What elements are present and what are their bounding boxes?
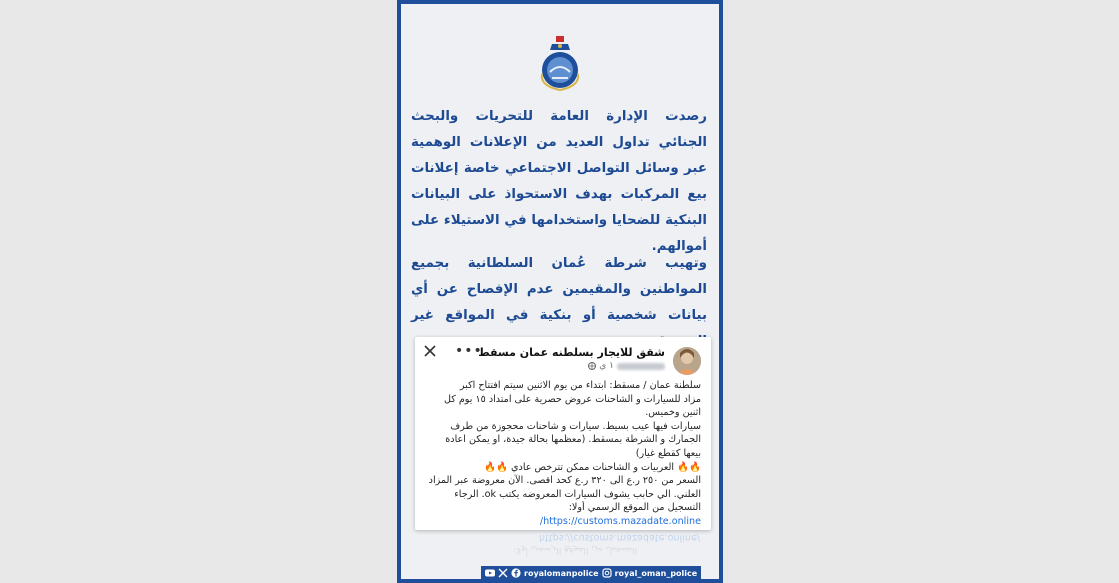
x-icon (498, 568, 508, 578)
post-line: التسجيل من الموقع الرسمي أولا: (568, 502, 701, 514)
post-line: اثنين وخميس. (645, 407, 701, 419)
post-line: الجمارك و الشرطة بمسقط. (معظمها بحالة جيدة، او يمكن اعادة (445, 434, 701, 446)
post-meta (588, 361, 665, 371)
group-name: شقق للايجار بسلطنه عمان مسقط (478, 346, 665, 359)
facebook-post-screenshot (415, 337, 711, 530)
close-icon (423, 344, 437, 358)
post-line: مزاد للسيارات و الشاحنات عروض حصرية على امتداد ١٥ يوم كل (443, 393, 701, 405)
announcement-paragraph-1: رصدت الإدارة العامة للتحريات والبحث الجنائي تداول العديد من الإعلانات الوهمية عبر وسائل التواصل الاجتماعي خاصة إعلانات بيع المركبات بهدف الاستحواذ على البيانات البنكية للضحايا واستخدامها في الاستيلاء على أموالهم. (411, 109, 707, 254)
warning-poster (397, 0, 723, 583)
social-handle-1: royalomanpolice (524, 568, 599, 578)
post-line: السعر من ٢٥٠ ر.ع الى ٣٢٠ ر.ع كحد اقصى. الآن معروضة عبر المزاد (428, 475, 701, 487)
instagram-icon (602, 568, 612, 578)
avatar (673, 347, 701, 375)
youtube-icon (485, 568, 495, 578)
post-line: سلطنة عمان / مسقط: ابتداء من يوم الاثنين سيتم افتتاح اكبر (459, 380, 701, 391)
poster-background (401, 4, 719, 579)
post-line: سيارات فيها عيب بسيط. سيارات و شاحنات محجوزة من طرف (450, 420, 701, 432)
post-line: بيعها كقطع غيار) (635, 447, 701, 459)
scam-link: https://customs.mazadate.online/ (539, 515, 701, 527)
social-handle-2: royal_oman_police (614, 568, 698, 578)
announcement-paragraph-2: وتهيب شرطة عُمان السلطانية بجميع المواطنين والمقيمين عدم الإفصاح عن أي بيانات شخصية أو بنكية في المواقع غير (411, 256, 707, 323)
facebook-icon (511, 568, 521, 578)
blurred-author-name (617, 363, 665, 370)
text-reflection: التسجيل من الموقع الرسمي أولا: (513, 545, 638, 555)
royal-oman-police-emblem-icon (534, 34, 586, 94)
social-handles-bar (481, 566, 701, 579)
post-time: ١ ي (599, 361, 614, 371)
post-line: العلني. الي حابب يشوف السيارات المعروضه يكتب ok. الرجاء (454, 488, 701, 500)
globe-icon (588, 362, 596, 370)
more-options-icon: ••• (455, 343, 483, 359)
link-reflection: https://customs.mazadate.online/ (539, 532, 701, 543)
post-line: 🔥🔥 العربيات و الشاحنات ممكن تترخص عادي 🔥🔥 (484, 461, 701, 473)
post-body (425, 379, 701, 529)
